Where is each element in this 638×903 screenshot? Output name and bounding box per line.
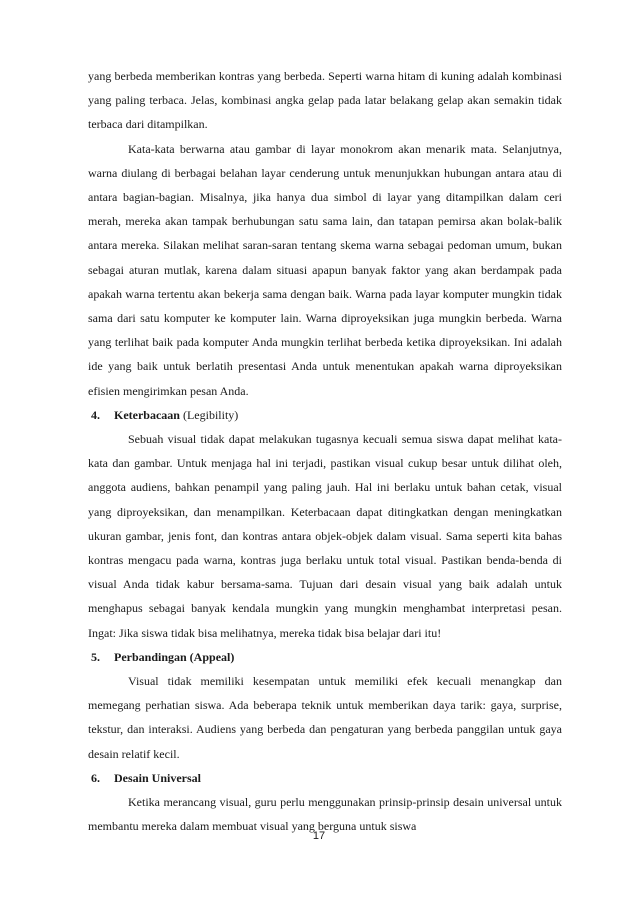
section-title: Desain Universal	[114, 770, 201, 785]
section-number: 6.	[91, 770, 100, 785]
paragraph-universal-design: Ketika merancang visual, guru perlu menggunakan prinsip-prinsip desain universal untuk membantu mereka dalam membuat visual yang berguna untuk siswa	[88, 795, 562, 834]
section-number: 4.	[91, 407, 100, 422]
section-number: 5.	[91, 649, 100, 664]
section-title: Perbandingan (Appeal)	[114, 649, 235, 664]
page-body	[88, 64, 562, 839]
section-heading-legibility	[88, 403, 562, 427]
paragraph-appeal: Visual tidak memiliki kesempatan untuk memiliki efek kecuali menangkap dan memegang perhatian siswa. Ada beberapa teknik untuk memberikan daya tarik: gaya, surprise, tekstur, dan interaksi. Audiens yang berbeda dan pengaturan yang berbeda panggilan untuk gaya desain relatif kecil.	[88, 674, 562, 761]
paragraph-contrast-continuation: yang berbeda memberikan kontras yang berbeda. Seperti warna hitam di kuning adalah kombinasi yang paling terbaca. Jelas, kombinasi angka gelap pada latar belakang gelap akan semakin tidak terbaca dari ditampilkan.	[88, 69, 562, 132]
section-heading-appeal	[88, 645, 562, 669]
section-subtitle: (Legibility)	[179, 407, 239, 422]
paragraph-color-usage: Kata-kata berwarna atau gambar di layar monokrom akan menarik mata. Selanjutnya, warna diulang di berbagai belahan layar cenderung untuk menunjukkan hubungan antara atau di antara bagian-bagian. Misalnya, jika hanya dua simbol di layar yang ditampilkan dalam ceri merah, mereka akan tampak berhubungan satu sama lain, dan tatapan pemirsa akan bolak-balik antara mereka. Silakan melihat saran-saran tentang skema warna sebagai pedoman umum, bukan sebagai aturan mutlak, karena dalam situasi apapun banyak faktor yang akan berdampak pada apakah warna tertentu akan bekerja sama dengan baik. Warna pada layar komputer mungkin tidak sama dari satu komputer ke komputer lain. Warna diproyeksikan juga mungkin berbeda. Warna yang terlihat baik pada komputer Anda mungkin terlihat berbeda ketika diproyeksikan. Ini adalah ide yang baik untuk berlatih presentasi Anda untuk menentukan apakah warna diproyeksikan efisien mengirimkan pesan Anda.	[88, 141, 562, 398]
section-heading-universal-design	[88, 766, 562, 790]
paragraph-legibility: Sebuah visual tidak dapat melakukan tugasnya kecuali semua siswa dapat melihat kata-kata dan gambar. Untuk menjaga hal ini terjadi, pastikan visual cukup besar untuk dilihat oleh, anggota audiens, bahkan penampil yang paling jauh. Hal ini berlaku untuk bahan cetak, visual yang diproyeksikan, dan menampilkan. Keterbacaan dapat ditingkatkan dengan meningkatkan ukuran gambar, jenis font, dan kontras antara objek-objek dalam visual. Sama seperti kita bahas kontras mengacu pada warna, kontras juga berlaku untuk total visual. Pastikan benda-benda di visual Anda tidak kabur bersama-sama. Tujuan dari desain visual yang baik adalah untuk menghapus sebagai banyak kendala mungkin yang mungkin menghambat interpretasi pesan. Ingat: Jika siswa tidak bisa melihatnya, mereka tidak bisa belajar dari itu!	[88, 432, 562, 640]
section-title: Keterbacaan	[114, 407, 180, 422]
page-number: 17	[312, 830, 326, 842]
